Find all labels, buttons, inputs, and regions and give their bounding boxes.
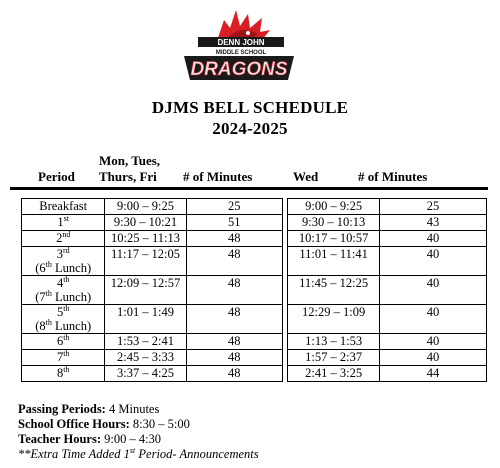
mtf-time-cell: 1:01 – 1:49: [105, 305, 186, 334]
mtf-time-cell: 10:25 – 11:13: [105, 231, 186, 247]
logo-school-sub: MIDDLE SCHOOL: [215, 50, 267, 56]
mtf-minutes-cell: 51: [186, 215, 282, 231]
period-label: 6: [56, 334, 64, 348]
mtf-time-cell: 9:00 – 9:25: [105, 199, 186, 215]
period-ordinal: th: [63, 274, 70, 284]
header-mtf-line2: Thurs, Fri: [99, 169, 157, 184]
header-mtf: [99, 153, 160, 185]
period-cell: [22, 350, 105, 366]
mtf-time-cell: 12:09 – 12:57: [105, 276, 186, 305]
wed-time-cell: 9:30 – 10:13: [288, 215, 380, 231]
period-cell: [22, 199, 105, 215]
period-ordinal: st: [63, 213, 69, 223]
mtf-minutes-cell: 48: [186, 231, 282, 247]
period-ordinal: rd: [62, 245, 70, 255]
wed-minutes-cell: 40: [380, 247, 487, 276]
header-wed: Wed: [293, 169, 319, 184]
mtf-time-cell: 2:45 – 3:33: [105, 350, 186, 366]
period-label: 5: [56, 305, 64, 319]
wed-minutes-cell: 44: [380, 366, 487, 382]
table-row: [22, 366, 487, 382]
bell-schedule-table: [21, 198, 487, 382]
table-row: [22, 276, 487, 305]
wed-time-cell: 10:17 – 10:57: [288, 231, 380, 247]
period-cell: [22, 305, 105, 334]
period-label: Breakfast: [39, 199, 88, 213]
wed-minutes-cell: 40: [380, 350, 487, 366]
office-hours-line: [18, 417, 259, 432]
period-cell: [22, 334, 105, 350]
page-title: DJMS BELL SCHEDULE: [151, 98, 349, 117]
mtf-minutes-cell: 48: [186, 247, 282, 276]
lunch-ordinal: th: [45, 259, 52, 269]
period-ordinal: th: [63, 303, 70, 313]
lunch-label-end: Lunch): [51, 290, 92, 304]
header-mtf-line1: Mon, Tues,: [99, 153, 161, 168]
lunch-ordinal: th: [45, 317, 52, 327]
lunch-label: [24, 261, 102, 275]
mtf-time-cell: 1:53 – 2:41: [105, 334, 186, 350]
period-ordinal: th: [63, 332, 70, 342]
wed-time-cell: 1:57 – 2:37: [288, 350, 380, 366]
lunch-label-start: (7: [35, 290, 46, 304]
period-label: 7: [56, 350, 64, 364]
table-row: [22, 215, 487, 231]
table-row: [22, 199, 487, 215]
logo-school-name: DENN JOHN: [217, 38, 265, 47]
teacher-hours-line: [18, 432, 259, 447]
lunch-ordinal: th: [45, 288, 52, 298]
passing-periods-label: Passing Periods:: [18, 402, 106, 416]
extra-time-note: [18, 447, 259, 462]
table-row: [22, 231, 487, 247]
wed-time-cell: 2:41 – 3:25: [288, 366, 380, 382]
wed-minutes-cell: 40: [380, 276, 487, 305]
period-label: 4: [56, 276, 64, 290]
dragon-head-icon: [218, 10, 270, 40]
period-ordinal: th: [63, 348, 70, 358]
period-cell: [22, 247, 105, 276]
period-label: 1: [57, 215, 64, 229]
wed-minutes-cell: 43: [380, 215, 487, 231]
passing-periods-value: 4 Minutes: [105, 402, 160, 416]
mtf-time-cell: 9:30 – 10:21: [105, 215, 186, 231]
mtf-minutes-cell: 48: [186, 305, 282, 334]
wed-minutes-cell: 25: [380, 199, 487, 215]
mtf-minutes-cell: 48: [186, 276, 282, 305]
office-hours-label: School Office Hours:: [18, 417, 130, 431]
header-period: Period: [38, 169, 75, 184]
lunch-label-end: Lunch): [51, 319, 92, 333]
lunch-label-start: (6: [35, 261, 46, 275]
teacher-hours-value: 9:00 – 4:30: [100, 432, 162, 446]
table-row: [22, 247, 487, 276]
lunch-label-start: (8: [35, 319, 46, 333]
logo-mascot: DRAGONS: [190, 59, 288, 80]
period-label: 8: [56, 366, 64, 380]
table-row: [22, 334, 487, 350]
extra-time-note-sup: st: [129, 445, 136, 455]
period-cell: [22, 231, 105, 247]
mtf-time-cell: 11:17 – 12:05: [105, 247, 186, 276]
mtf-minutes-cell: 48: [186, 334, 282, 350]
period-label: 3: [56, 247, 63, 261]
mtf-minutes-cell: 25: [186, 199, 282, 215]
extra-time-note-start: **Extra Time Added 1: [18, 447, 130, 461]
period-cell: [22, 276, 105, 305]
mtf-time-cell: 3:37 – 4:25: [105, 366, 186, 382]
wed-minutes-cell: 40: [380, 305, 487, 334]
wed-time-cell: 12:29 – 1:09: [288, 305, 380, 334]
passing-periods-line: [18, 402, 259, 417]
school-year: 2024-2025: [212, 119, 288, 138]
header-rule: [10, 187, 488, 190]
lunch-label: [24, 290, 102, 304]
wed-minutes-cell: 40: [380, 231, 487, 247]
period-ordinal: th: [63, 364, 70, 374]
wed-time-cell: 1:13 – 1:53: [288, 334, 380, 350]
header-minutes-mtf: # of Minutes: [183, 169, 253, 184]
period-cell: [22, 215, 105, 231]
lunch-label: [24, 319, 102, 333]
mtf-minutes-cell: 48: [186, 350, 282, 366]
teacher-hours-label: Teacher Hours:: [18, 432, 101, 446]
lunch-label-end: Lunch): [51, 261, 92, 275]
extra-time-note-end: Period- Announcements: [135, 447, 259, 461]
wed-time-cell: 11:01 – 11:41: [288, 247, 380, 276]
period-cell: [22, 366, 105, 382]
office-hours-value: 8:30 – 5:00: [129, 417, 190, 431]
wed-time-cell: 9:00 – 9:25: [288, 199, 380, 215]
wed-minutes-cell: 40: [380, 334, 487, 350]
dragons-logo: [178, 4, 300, 82]
period-label: 2: [56, 231, 63, 245]
wed-time-cell: 11:45 – 12:25: [288, 276, 380, 305]
table-row: [22, 305, 487, 334]
header-minutes-wed: # of Minutes: [358, 169, 428, 184]
mtf-minutes-cell: 48: [186, 366, 282, 382]
period-ordinal: nd: [62, 229, 71, 239]
schedule-notes: [18, 402, 259, 462]
table-row: [22, 350, 487, 366]
